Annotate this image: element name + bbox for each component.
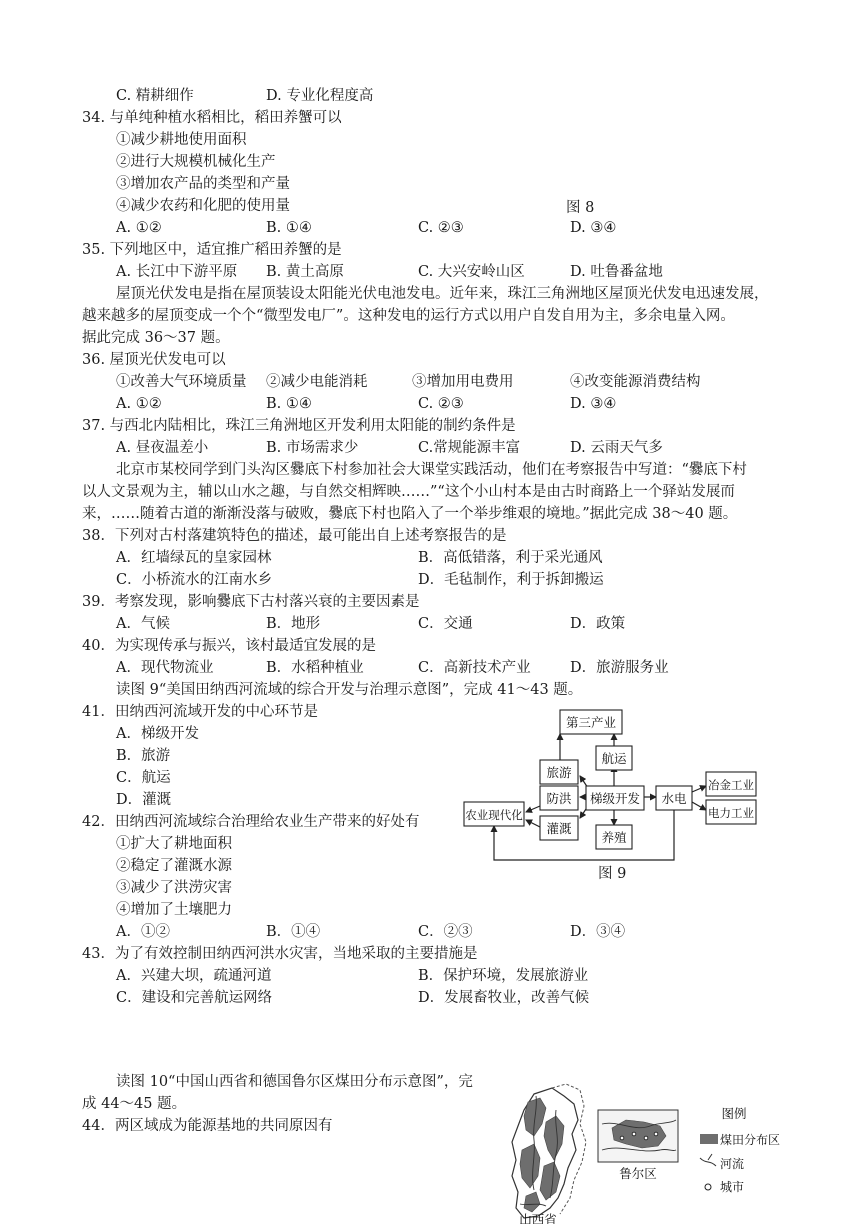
- q42-stem: 42．田纳西河流域综合治理给农业生产带来的好处有: [82, 814, 420, 830]
- node-irrigation: 灌溉: [546, 821, 572, 836]
- q39-stem: 39．考察发现，影响爨底下古村落兴衰的主要因素是: [82, 594, 420, 610]
- passage4-line: 读图 10“中国山西省和德国鲁尔区煤田分布示意图”，完: [116, 1074, 473, 1090]
- node-agri: 农业现代化: [465, 808, 523, 822]
- q39-option-c: C．交通: [418, 616, 473, 632]
- q36-option-a: A. ①②: [116, 396, 162, 412]
- q35-option-b: B. 黄土高原: [266, 264, 344, 280]
- q34-option-d: D. ③④: [570, 220, 617, 236]
- fig8-label: 图 8: [566, 200, 595, 216]
- q36-option-c: C. ②③: [418, 396, 464, 412]
- legend-river-icon: [700, 1154, 716, 1166]
- q40-option-d: D．旅游服务业: [570, 660, 669, 676]
- q42-item: ②稳定了灌溉水源: [116, 858, 232, 874]
- q37-option-a: A. 昼夜温差小: [116, 440, 209, 456]
- q42-item: ④增加了土壤肥力: [116, 902, 232, 918]
- q41-option-c: C．航运: [116, 770, 171, 786]
- q36-item: ③增加用电费用: [412, 374, 514, 390]
- passage1-line: 据此完成 36～37 题。: [82, 330, 230, 346]
- q34-item: ③增加农产品的类型和产量: [116, 176, 290, 192]
- q39-option-b: B．地形: [266, 616, 321, 632]
- legend-coal-swatch: [700, 1134, 718, 1144]
- q33-option-c: C. 精耕细作: [116, 88, 194, 104]
- q35-stem: 35. 下列地区中，适宜推广稻田养蟹的是: [82, 242, 342, 258]
- ruhr-label: 鲁尔区: [619, 1166, 657, 1181]
- q34-item: ②进行大规模机械化生产: [116, 154, 276, 170]
- q43-stem: 43．为了有效控制田纳西河洪水灾害，当地采取的主要措施是: [82, 946, 478, 962]
- node-hydro: 水电: [661, 791, 687, 806]
- node-tourism: 旅游: [546, 765, 572, 780]
- q35-option-d: D. 吐鲁番盆地: [570, 264, 663, 280]
- q38-stem: 38．下列对古村落建筑特色的描述，最可能出自上述考察报告的是: [82, 528, 507, 544]
- q37-option-c: C.常规能源丰富: [418, 440, 521, 456]
- q36-option-d: D. ③④: [570, 396, 617, 412]
- q42-item: ③减少了洪涝灾害: [116, 880, 232, 896]
- legend-river-label: 河流: [720, 1157, 745, 1171]
- node-power: 电力工业: [708, 806, 754, 820]
- legend-city-icon: [705, 1184, 711, 1190]
- q36-item: ①改善大气环境质量: [116, 374, 247, 390]
- q44-stem: 44．两区域成为能源基地的共同原因有: [82, 1118, 333, 1134]
- q42-option-a: A．①②: [116, 924, 170, 940]
- node-cascade: 梯级开发: [589, 791, 641, 806]
- node-shipping: 航运: [601, 751, 627, 766]
- q37-stem: 37. 与西北内陆相比，珠江三角洲地区开发利用太阳能的制约条件是: [82, 418, 516, 434]
- q43-option-c: C．建设和完善航运网络: [116, 990, 273, 1006]
- q36-item: ②减少电能消耗: [266, 374, 368, 390]
- q42-option-c: C．②③: [418, 924, 473, 940]
- legend-coal-label: 煤田分布区: [720, 1133, 781, 1147]
- q37-option-d: D. 云雨天气多: [570, 440, 663, 456]
- fig9-label: 图 9: [598, 866, 627, 882]
- q42-item: ①扩大了耕地面积: [116, 836, 232, 852]
- fig10-map: [494, 1080, 794, 1224]
- q34-option-a: A. ①②: [116, 220, 162, 236]
- q38-option-b: B．高低错落，利于采光通风: [418, 550, 603, 566]
- shanxi-label: 山西省: [519, 1212, 557, 1224]
- q40-stem: 40．为实现传承与振兴，该村最适宜发展的是: [82, 638, 376, 654]
- q39-option-a: A．气候: [116, 616, 170, 632]
- passage2-line: 北京市某校同学到门头沟区爨底下村参加社会大课堂实践活动，他们在考察报告中写道：“爨底下村: [116, 462, 747, 478]
- q33-option-d: D. 专业化程度高: [266, 88, 374, 104]
- q40-option-b: B．水稻种植业: [266, 660, 364, 676]
- passage3: 读图 9“美国田纳西河流域的综合开发与治理示意图”，完成 41～43 题。: [116, 682, 583, 698]
- q35-option-c: C. 大兴安岭山区: [418, 264, 525, 280]
- passage1-line: 越来越多的屋顶变成一个个“微型发电厂”。这种发电的运行方式以用户自发自用为主，多余电量入网。: [82, 308, 735, 324]
- passage4-line: 成 44～45 题。: [82, 1096, 187, 1112]
- q34-stem: 34. 与单纯种植水稻相比，稻田养蟹可以: [82, 110, 342, 126]
- q41-stem: 41．田纳西河流域开发的中心环节是: [82, 704, 318, 720]
- q41-option-b: B．旅游: [116, 748, 171, 764]
- q39-option-d: D．政策: [570, 616, 626, 632]
- q42-option-d: D．③④: [570, 924, 626, 940]
- q38-option-a: A．红墙绿瓦的皇家园林: [116, 550, 272, 566]
- q34-item: ④减少农药和化肥的使用量: [116, 198, 290, 214]
- node-metallurgy: 冶金工业: [708, 778, 754, 792]
- node-flood: 防洪: [546, 791, 572, 806]
- legend-city-label: 城市: [720, 1180, 745, 1194]
- q41-option-a: A．梯级开发: [116, 726, 199, 742]
- q36-option-b: B. ①④: [266, 396, 312, 412]
- q41-option-d: D．灌溉: [116, 792, 172, 808]
- q42-option-b: B．①④: [266, 924, 321, 940]
- legend-title: 图例: [721, 1106, 747, 1121]
- q37-option-b: B. 市场需求少: [266, 440, 359, 456]
- q43-option-b: B．保护环境，发展旅游业: [418, 968, 589, 984]
- q35-option-a: A. 长江中下游平原: [116, 264, 238, 280]
- q38-option-c: C．小桥流水的江南水乡: [116, 572, 273, 588]
- passage2-line: 来，……随着古道的渐渐没落与破败，爨底下村也陷入了一个举步维艰的境地。”据此完成 38～40 题。: [82, 506, 738, 522]
- node-tertiary: 第三产业: [565, 715, 617, 730]
- q34-item: ①减少耕地使用面积: [116, 132, 247, 148]
- q40-option-a: A．现代物流业: [116, 660, 214, 676]
- q43-option-a: A．兴建大坝，疏通河道: [116, 968, 272, 984]
- q34-option-b: B. ①④: [266, 220, 312, 236]
- q40-option-c: C．高新技术产业: [418, 660, 531, 676]
- q34-option-c: C. ②③: [418, 220, 464, 236]
- passage1-line: 屋顶光伏发电是指在屋顶装设太阳能光伏电池发电。近年来，珠江三角洲地区屋顶光伏发电迅速发展，: [116, 286, 769, 302]
- node-breeding: 养殖: [601, 830, 627, 845]
- q38-option-d: D．毛毡制作，利于拆卸搬运: [418, 572, 604, 588]
- q36-stem: 36. 屋顶光伏发电可以: [82, 352, 226, 368]
- q36-item: ④改变能源消费结构: [570, 374, 701, 390]
- passage2-line: 以人文景观为主，辅以山水之趣，与自然交相辉映……”“这个小山村本是由古时商路上一个驿站发展而: [82, 484, 735, 500]
- q43-option-d: D．发展畜牧业，改善气候: [418, 990, 590, 1006]
